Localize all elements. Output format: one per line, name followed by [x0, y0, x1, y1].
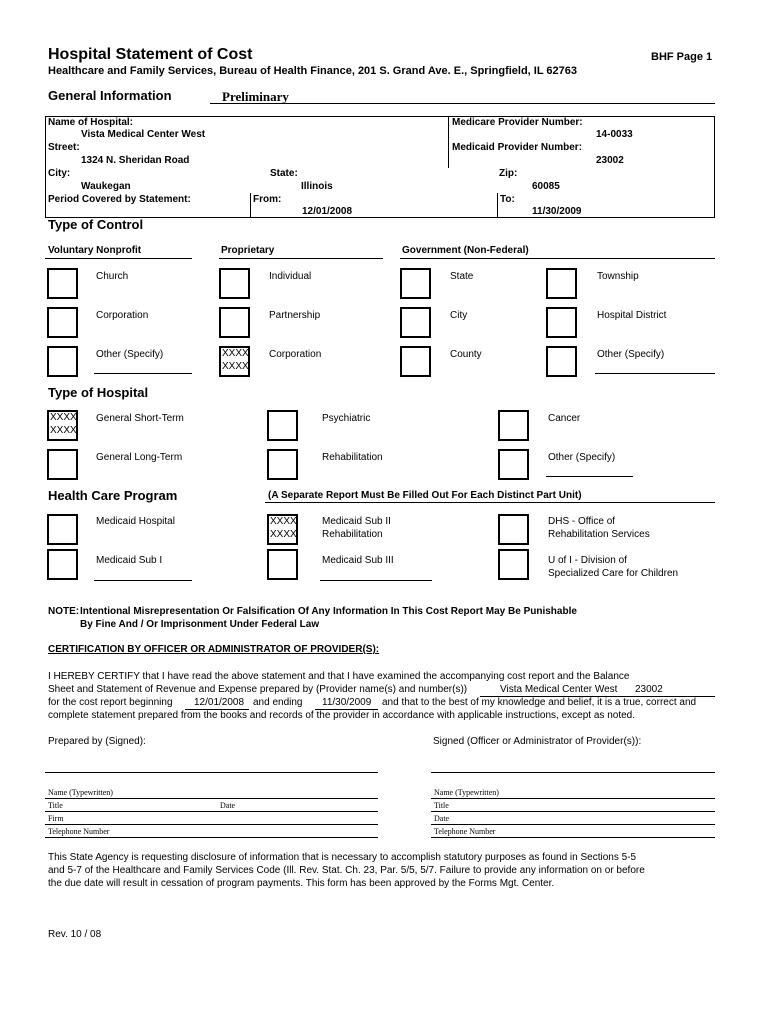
- provider-name-value[interactable]: Vista Medical Center West: [500, 684, 618, 695]
- city-label: City:: [48, 168, 71, 179]
- right-telephone-line[interactable]: [431, 837, 715, 838]
- medicare-number-label: Medicare Provider Number:: [452, 117, 583, 128]
- rehabilitation-label: Rehabilitation: [322, 452, 383, 463]
- general-long-term-checkbox[interactable]: [47, 449, 78, 480]
- dhs-label: DHS - Office of: [548, 516, 616, 527]
- voluntary-nonprofit-header: Voluntary Nonprofit: [48, 245, 142, 256]
- other-government-checkbox[interactable]: [546, 346, 577, 377]
- uofi-label-2: Specialized Care for Children: [548, 568, 679, 579]
- cancer-label: Cancer: [548, 413, 581, 424]
- zip-label: Zip:: [499, 168, 518, 179]
- end-date-value[interactable]: 11/30/2009: [322, 697, 372, 708]
- partnership-label: Partnership: [269, 310, 321, 321]
- to-divider: [497, 193, 498, 218]
- hospital-name-label: Name of Hospital:: [48, 117, 134, 128]
- disclosure-line-3: the due date will result in cessation of program payments. This form has been approved by the Forms Mgt. Center.: [48, 878, 555, 889]
- medicaid-sub-ii-label: Medicaid Sub II: [322, 516, 391, 527]
- general-short-term-mark-2: XXXX: [50, 425, 77, 436]
- other-government-label: Other (Specify): [597, 349, 665, 360]
- right-date-label: Date: [434, 814, 450, 823]
- other-hospital-specify-line[interactable]: [546, 476, 633, 477]
- rehabilitation-checkbox[interactable]: [267, 449, 298, 480]
- street-label: Street:: [48, 142, 80, 153]
- corporation-nonprofit-checkbox[interactable]: [47, 307, 78, 338]
- government-header: Government (Non-Federal): [402, 245, 529, 256]
- right-title-label: Title: [434, 801, 449, 810]
- medicaid-sub-i-checkbox[interactable]: [47, 549, 78, 580]
- to-date-value[interactable]: 11/30/2009: [532, 206, 582, 217]
- right-name-typewritten-label: Name (Typewritten): [434, 788, 499, 797]
- right-name-line[interactable]: [431, 798, 715, 799]
- individual-label: Individual: [269, 271, 312, 282]
- medicaid-number-value[interactable]: 23002: [596, 155, 624, 166]
- state-value[interactable]: Illinois: [301, 181, 333, 192]
- medicaid-sub-i-label: Medicaid Sub I: [96, 555, 163, 566]
- signed-by-label: Signed (Officer or Administrator of Provider(s)):: [433, 736, 642, 747]
- left-telephone-label: Telephone Number: [48, 827, 110, 836]
- note-prefix: NOTE:: [48, 606, 80, 617]
- right-date-line[interactable]: [431, 824, 715, 825]
- church-checkbox[interactable]: [47, 268, 78, 299]
- medicaid-number-label: Medicaid Provider Number:: [452, 142, 583, 153]
- status-underline: [210, 103, 715, 104]
- corporation-nonprofit-label: Corporation: [96, 310, 149, 321]
- proprietary-header: Proprietary: [221, 245, 275, 256]
- left-name-typewritten-label: Name (Typewritten): [48, 788, 113, 797]
- hospital-district-checkbox[interactable]: [546, 307, 577, 338]
- psychiatric-label: Psychiatric: [322, 413, 371, 424]
- left-firm-line[interactable]: [45, 824, 378, 825]
- left-title-line[interactable]: [45, 811, 378, 812]
- zip-value[interactable]: 60085: [532, 181, 560, 192]
- other-hospital-label: Other (Specify): [548, 452, 616, 463]
- period-label: Period Covered by Statement:: [48, 194, 191, 205]
- program-note: (A Separate Report Must Be Filled Out For Each Distinct Part Unit): [268, 490, 582, 501]
- partnership-checkbox[interactable]: [219, 307, 250, 338]
- state-checkbox[interactable]: [400, 268, 431, 299]
- medicaid-sub-ii-label-2: Rehabilitation: [322, 529, 383, 540]
- uofi-checkbox[interactable]: [498, 549, 529, 580]
- certification-line-3-post: and that to the best of my knowledge and belief, it is a true, correct and: [382, 697, 697, 708]
- note-line-2: By Fine And / Or Imprisonment Under Federal Law: [80, 619, 320, 630]
- left-telephone-line[interactable]: [45, 837, 378, 838]
- program-note-underline: [265, 502, 715, 503]
- certification-line-1: I HEREBY CERTIFY that I have read the above statement and that I have examined the accompanying cost report and the Balance: [48, 671, 630, 682]
- corporation-proprietary-mark-1: XXXX: [222, 348, 249, 359]
- type-of-control-heading: Type of Control: [48, 217, 144, 232]
- to-label: To:: [500, 194, 515, 205]
- general-short-term-label: General Short-Term: [96, 413, 184, 424]
- prepared-by-signature-line[interactable]: [45, 772, 378, 773]
- disclosure-line-1: This State Agency is requesting disclosure of information that is necessary to accomplish statutory purposes as found in Sections 5-5: [48, 852, 637, 863]
- medicaid-hospital-checkbox[interactable]: [47, 514, 78, 545]
- street-value[interactable]: 1324 N. Sheridan Road: [81, 155, 190, 166]
- page-title: Hospital Statement of Cost: [48, 46, 253, 63]
- township-label: Township: [597, 271, 639, 282]
- left-date-label: Date: [220, 801, 236, 810]
- state-control-label: State: [450, 271, 474, 282]
- and-ending-text: and ending: [253, 697, 303, 708]
- medicaid-sub-ii-mark-2: XXXX: [270, 529, 297, 540]
- government-underline: [400, 258, 715, 259]
- individual-checkbox[interactable]: [219, 268, 250, 299]
- city-value[interactable]: Waukegan: [81, 181, 131, 192]
- church-label: Church: [96, 271, 129, 282]
- medicare-number-value[interactable]: 14-0033: [596, 129, 633, 140]
- state-label: State:: [270, 168, 298, 179]
- dhs-label-2: Rehabilitation Services: [548, 529, 650, 540]
- right-title-line[interactable]: [431, 811, 715, 812]
- left-firm-label: Firm: [48, 814, 64, 823]
- signed-by-signature-line[interactable]: [431, 772, 715, 773]
- certification-line-3-pre: for the cost report beginning: [48, 697, 173, 708]
- psychiatric-checkbox[interactable]: [267, 410, 298, 441]
- hospital-name-value[interactable]: Vista Medical Center West: [81, 129, 206, 140]
- page-number-label: BHF Page 1: [651, 51, 713, 63]
- general-info-divider: [448, 116, 449, 168]
- from-date-value[interactable]: 12/01/2008: [302, 206, 353, 217]
- from-divider: [250, 193, 251, 218]
- voluntary-underline: [45, 258, 192, 259]
- corporation-proprietary-mark-2: XXXX: [222, 361, 249, 372]
- other-government-specify-line[interactable]: [595, 373, 715, 374]
- township-checkbox[interactable]: [546, 268, 577, 299]
- city-checkbox[interactable]: [400, 307, 431, 338]
- medicaid-sub-i-line: [94, 580, 192, 581]
- certification-line-4: complete statement prepared from the books and records of the provider in accordance with applicable instructions, except as noted.: [48, 710, 635, 721]
- right-telephone-label: Telephone Number: [434, 827, 496, 836]
- status-label: Preliminary: [222, 89, 289, 104]
- disclosure-line-2: and 5-7 of the Healthcare and Family Services Code (Ill. Rev. Stat. Ch. 23, Par. 5/5, 5/7. Failure to provide any information on or before: [48, 865, 645, 876]
- type-of-hospital-heading: Type of Hospital: [48, 385, 149, 400]
- general-short-term-mark-1: XXXX: [50, 412, 77, 423]
- left-title-label: Title: [48, 801, 63, 810]
- medicaid-sub-iii-label: Medicaid Sub III: [322, 555, 394, 566]
- uofi-label: U of I - Division of: [548, 555, 627, 566]
- proprietary-underline: [219, 258, 383, 259]
- medicaid-sub-iii-checkbox[interactable]: [267, 549, 298, 580]
- revision-label: Rev. 10 / 08: [48, 929, 102, 940]
- begin-date-value[interactable]: 12/01/2008: [194, 697, 245, 708]
- corporation-proprietary-label: Corporation: [269, 349, 322, 360]
- page-subtitle: Healthcare and Family Services, Bureau of Health Finance, 201 S. Grand Ave. E., Springfield, IL 62763: [48, 65, 578, 77]
- dhs-checkbox[interactable]: [498, 514, 529, 545]
- left-name-line[interactable]: [45, 798, 378, 799]
- other-nonprofit-checkbox[interactable]: [47, 346, 78, 377]
- other-hospital-checkbox[interactable]: [498, 449, 529, 480]
- medicaid-sub-iii-line: [320, 580, 432, 581]
- city-control-label: City: [450, 310, 468, 321]
- county-checkbox[interactable]: [400, 346, 431, 377]
- general-long-term-label: General Long-Term: [96, 452, 183, 463]
- from-label: From:: [253, 194, 282, 205]
- note-line-1: Intentional Misrepresentation Or Falsification Of Any Information In This Cost Report May Be Punishable: [80, 606, 577, 617]
- prepared-by-label: Prepared by (Signed):: [48, 736, 146, 747]
- cancer-checkbox[interactable]: [498, 410, 529, 441]
- provider-number-value[interactable]: 23002: [635, 684, 663, 695]
- other-nonprofit-specify-line[interactable]: [94, 373, 192, 374]
- medicaid-hospital-label: Medicaid Hospital: [96, 516, 175, 527]
- certification-line-2: Sheet and Statement of Revenue and Expense prepared by (Provider name(s) and number(s)): [48, 684, 468, 695]
- medicaid-sub-ii-mark-1: XXXX: [270, 516, 297, 527]
- health-care-program-heading: Health Care Program: [48, 488, 178, 503]
- hospital-district-label: Hospital District: [597, 310, 667, 321]
- county-label: County: [450, 349, 482, 360]
- general-information-heading: General Information: [48, 88, 172, 103]
- other-nonprofit-label: Other (Specify): [96, 349, 164, 360]
- certification-heading: CERTIFICATION BY OFFICER OR ADMINISTRATOR OF PROVIDER(S):: [48, 644, 380, 655]
